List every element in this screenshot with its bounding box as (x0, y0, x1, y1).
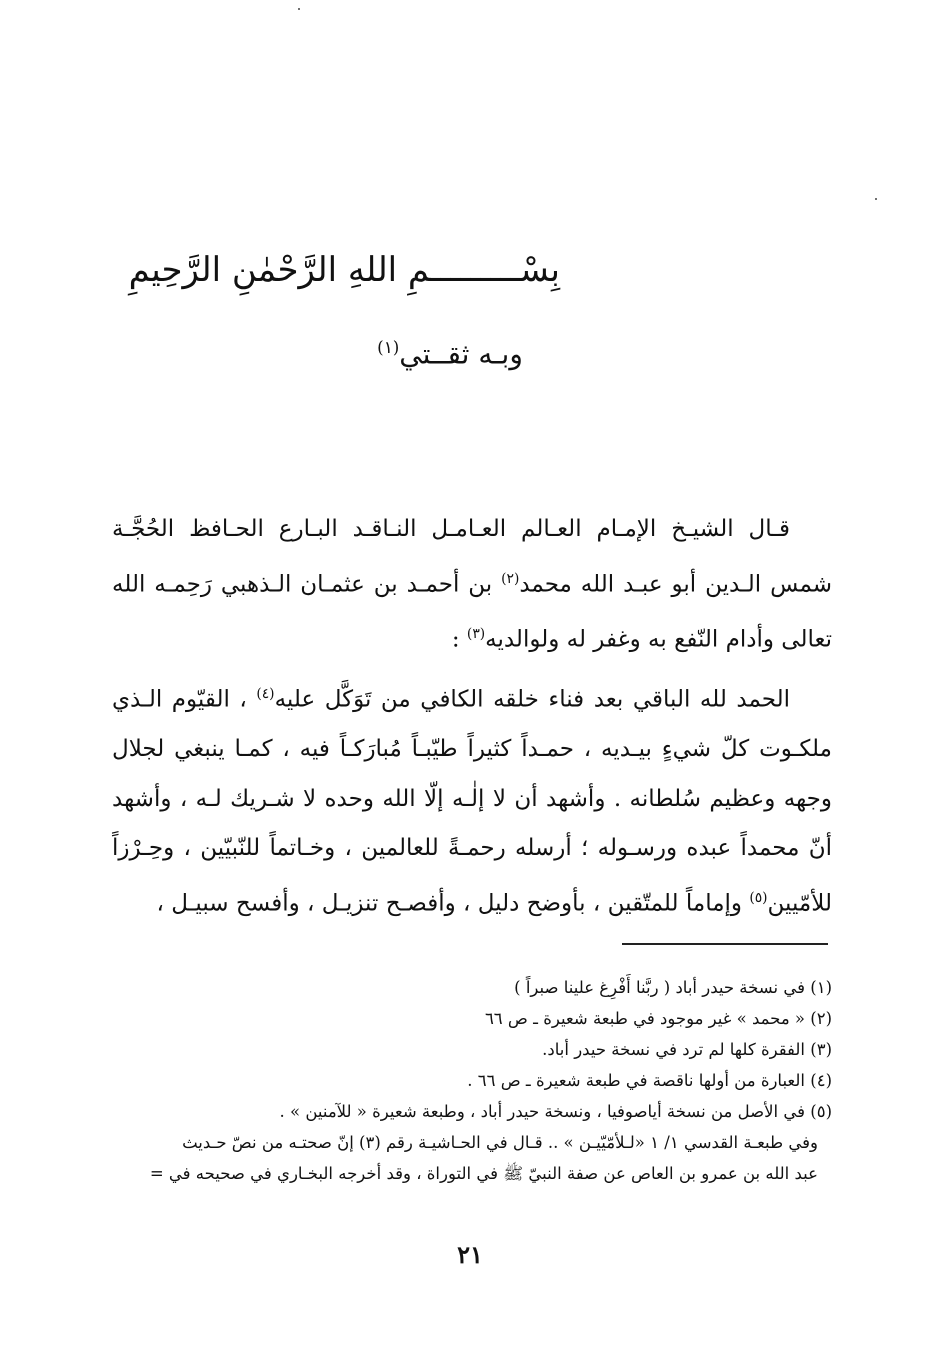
subtitle-text: وبـه ثقــتي (399, 337, 523, 371)
intro-line-3a: تعالى وأدام النّفع به وغفر له ولوالديه (485, 626, 832, 653)
praise-paragraph (112, 670, 832, 929)
footnote-5: (٥) في الأصل من نسخة أياصوفيا ، ونسخة حيدر أباد ، وطبعة شعيرة « للآمنين » . (279, 1102, 832, 1121)
intro-line-1: قـال الشيـخ الإمـام العـالم العـامـل النـاقـد البـارع الحـافظ الحُجَّـة (112, 516, 790, 542)
scan-speck (298, 8, 300, 10)
footnote-ref-1: (١) (377, 337, 400, 357)
subtitle (360, 322, 540, 379)
basmala-heading: بِسْـــــــــمِ اللهِ الرَّحْمٰنِ الرَّحِيمِ (128, 250, 560, 290)
praise-segment-1: الحمد لله الباقي بعد فناء خلقه الكافي من تَوَكَّل عليه (274, 686, 790, 713)
page-number: ٢١ (457, 1240, 483, 1269)
praise-segment-2: ، القيّوم الـذي ملكـوت كلّ شيءٍ بيـديه ، حمـداً كثيراً طيّبـاً مُبارَكـاً فيه ، كمـا ينبغي لجلال وجهه وعظيم سُلطانه . وأشهد أن لا إلٰـه إلّا الله وحده لا شـريك لـه ، وأشهد أنّ محمداً عبده ورسـوله ؛ أرسله رحمـةً للعالمين ، وخـاتماً للنّبيّين ، وحِـرْزاً للأمّيين (112, 686, 832, 917)
footnote-divider (622, 943, 828, 945)
footnote-ref-5: (٥) (749, 889, 768, 906)
footnote-2: (٢) « محمد » غير موجود في طبعة شعيرة ـ ص ٦٦ (484, 1009, 832, 1028)
intro-line-3b: : (451, 626, 467, 653)
footnotes (112, 972, 832, 1189)
praise-segment-3: وإماماً للمتّقين ، بأوضح دليل ، وأفصـح تنزيـل ، وأفسح سبيـل ، (156, 890, 750, 917)
footnote-4: (٤) العبارة من أولها ناقصة في طبعة شعيرة ـ ص ٦٦ . (467, 1071, 832, 1090)
footnote-5-continued: وفي طبعـة القدسي ١/ ١ «لـلأمّيّيـن » .. قـال في الحـاشيـة رقم (٣) إنّ صحتـه من نصّ حـديث (182, 1133, 818, 1152)
intro-paragraph (112, 505, 832, 665)
footnote-3: (٣) الفقرة كلها لم ترد في نسخة حيدر أباد. (542, 1040, 832, 1059)
intro-line-2b: بن أحمـد بن عثمـان الـذهبي رَحِمـه الله (112, 571, 502, 598)
footnote-5-continued: عبد الله بن عمرو بن العاص عن صفة النبيّ ﷺ في التوراة ، وقد أخرجه البخـاري في صحيحه في = (149, 1164, 818, 1183)
footnote-1: (١) في نسخة حيدر أباد ( ربَّنا أَفْرِغ علينا صبراً ) (514, 978, 832, 997)
footnote-ref-2: (٢) (501, 570, 520, 587)
scan-speck (875, 198, 877, 200)
intro-line-2a: شمس الـدين أبو عبـد الله محمد (519, 571, 833, 598)
footnote-ref-4: (٤) (256, 686, 275, 702)
footnote-ref-3: (٣) (466, 625, 486, 642)
